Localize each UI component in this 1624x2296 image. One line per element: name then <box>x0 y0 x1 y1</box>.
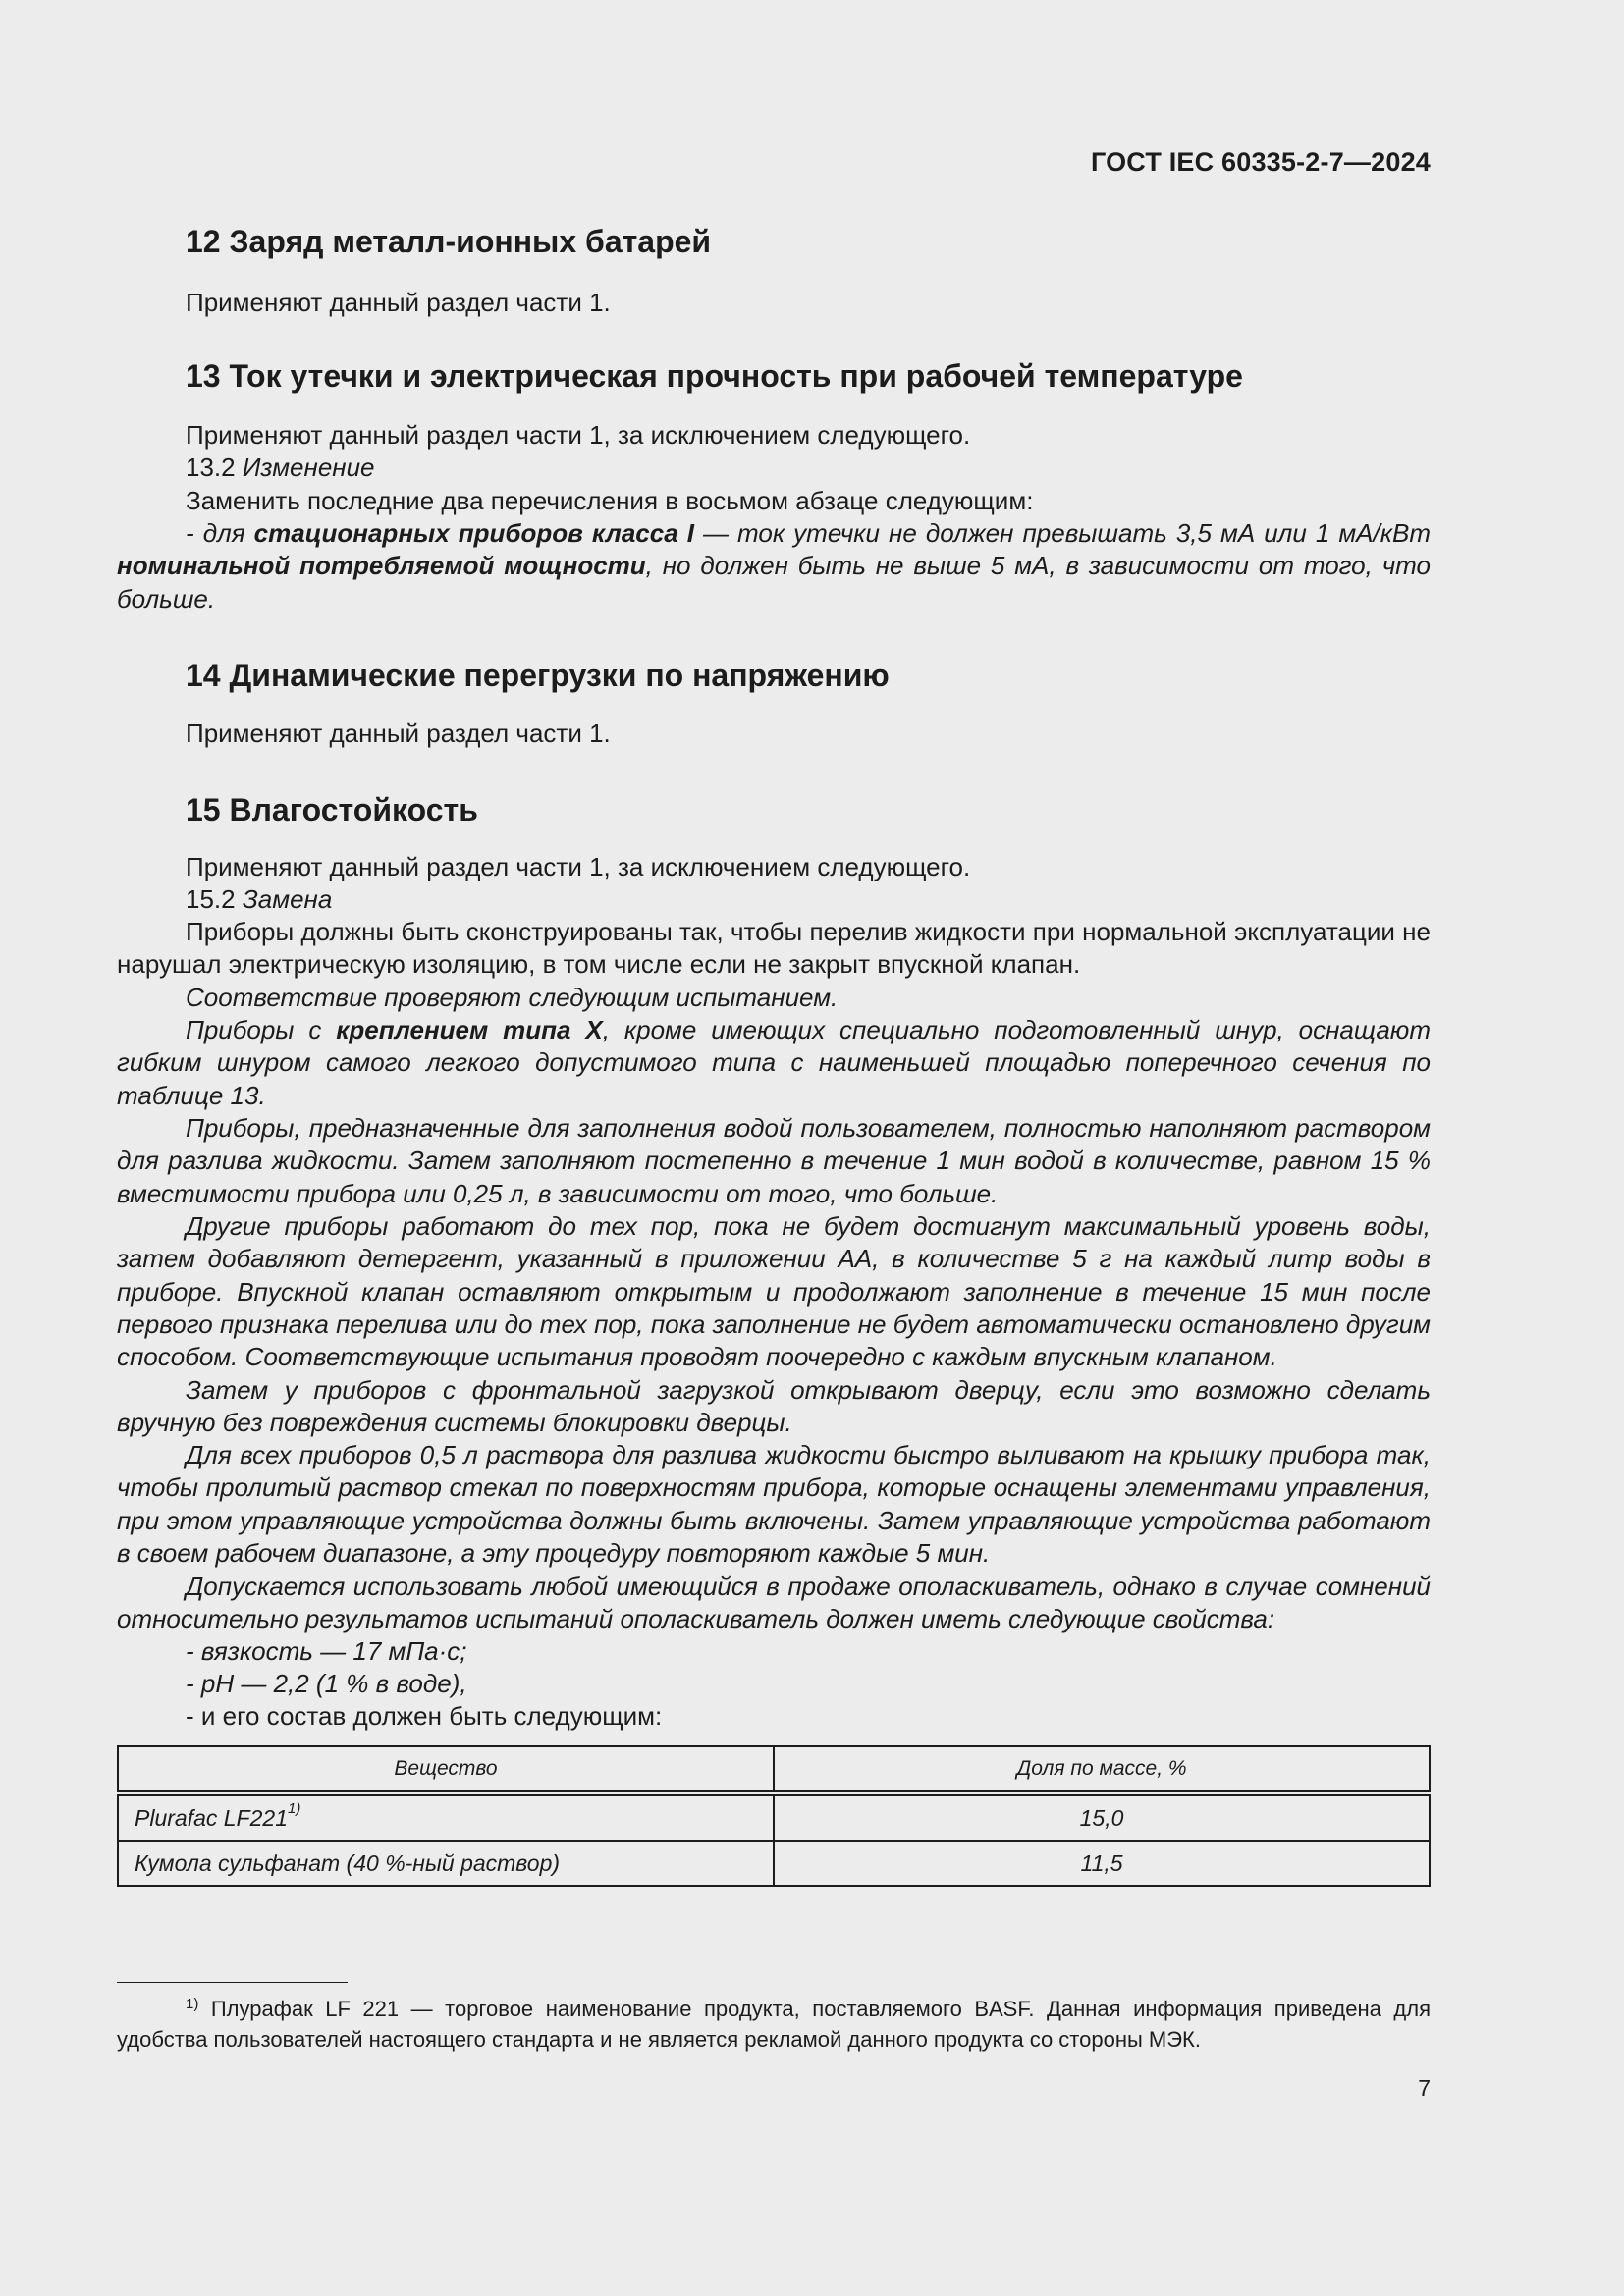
cell-share: 15,0 <box>774 1793 1430 1841</box>
subclause-title: Замена <box>242 884 333 914</box>
section-12-title: 12 Заряд металл-ионных батарей <box>186 224 712 259</box>
list-item <box>186 1669 467 1699</box>
section-13-item <box>117 517 1431 615</box>
section-15-paragraph-5: Другие приборы работают до тех пор, пока не будет достигнут максимальный уровень воды, затем добавляют детергент, указанный в приложении АА, в количестве 5 г на каждый литр воды в приборе. Впускной клапан оставляют открытым и продолжают заполнение в течение 15 мин после первого признака перелива или до тех пор, пока заполнение не будет автоматически остановлено другим способом. Соответствующие испытания проводят поочередно с каждым впускным клапаном. <box>117 1211 1431 1372</box>
cell-share: 11,5 <box>774 1841 1430 1886</box>
subclause-title: Изменение <box>242 453 375 482</box>
section-15-paragraph-1: Приборы должны быть сконструированы так, чтобы перелив жидкости при нормальной эксплуатации не нарушал электрическую изоляцию, в том числе если не закрыт впускной клапан. <box>117 917 1431 980</box>
section-12-text: Применяют данный раздел части 1. <box>186 288 611 317</box>
item-text: , но должен быть не выше 5 мА, в зависимости от того, что больше. <box>117 551 1431 614</box>
section-15-paragraph-6: Затем у приборов с фронтальной загрузкой открывают дверцу, если это возможно сделать вручную без повреждения системы блокировки дверцы. <box>117 1375 1431 1438</box>
paragraph-text: , кроме имеющих специально подготовленный шнур, оснащают гибким шнуром самого легкого допустимого типа с наименьшей площадью поперечного сечения по таблице 13. <box>117 1015 1431 1110</box>
section-15-title: 15 Влагостойкость <box>186 792 478 828</box>
footnote-text: Плурафак LF 221 — торговое наименование продукта, поставляемого BASF. Данная информация приведена для удобства пользователей настоящего стандарта и не является рекламой данного продукта со стороны МЭК. <box>117 1997 1431 2052</box>
document-id: ГОСТ IEC 60335-2-7—2024 <box>1090 147 1431 177</box>
list-item-text: - и его состав должен быть следующим: <box>186 1701 663 1731</box>
cell-substance <box>118 1841 774 1886</box>
footnote-ref: 1) <box>287 1799 301 1817</box>
section-13-intro: Применяют данный раздел части 1, за исключением следующего. <box>186 420 971 450</box>
section-15-intro: Применяют данный раздел части 1, за исключением следующего. <box>186 852 971 881</box>
section-13-title: 13 Ток утечки и электрическая прочность при рабочей температуре <box>186 358 1243 394</box>
page-number: 7 <box>1418 2075 1431 2101</box>
section-14-title: 14 Динамические перегрузки по напряжению <box>186 658 890 693</box>
footnote <box>117 1994 1431 2055</box>
section-15-paragraph-3 <box>117 1014 1431 1112</box>
column-header-share: Доля по массе, % <box>774 1746 1430 1793</box>
subclause-15-2 <box>186 883 1431 916</box>
list-item-text: - вязкость — 17 мПа·с; <box>186 1636 467 1666</box>
list-item-text: - pH — 2,2 (1 % в воде), <box>186 1669 467 1698</box>
table-header-row <box>118 1746 1430 1793</box>
footnote-divider <box>117 1982 348 1983</box>
section-15-paragraph-8: Допускается использовать любой имеющийся в продаже ополаскиватель, однако в случае сомнений относительно результатов испытаний ополаскиватель должен иметь следующие свойства: <box>117 1572 1431 1634</box>
paragraph-term: креплением типа X <box>336 1015 603 1044</box>
section-15-paragraph-4: Приборы, предназначенные для заполнения водой пользователем, полностью наполняют раствором для разлива жидкости. Затем заполняют постепенно в течение 1 мин водой в количестве, равном 15 % вместимости прибора или 0,25 л, в зависимости от того, что больше. <box>117 1113 1431 1208</box>
section-13-replace-text: Заменить последние два перечисления в восьмом абзаце следующим: <box>186 486 1034 515</box>
item-text: — ток утечки не должен превышать 3,5 мА или 1 мА/кВт <box>693 518 1431 548</box>
substance-name: Plurafac LF221 <box>135 1804 288 1831</box>
subclause-number: 15.2 <box>186 884 243 914</box>
subclause-number: 13.2 <box>186 453 243 482</box>
cell-substance <box>118 1793 774 1841</box>
section-15-paragraph-7: Для всех приборов 0,5 л раствора для разлива жидкости быстро выливают на крышку прибора так, чтобы пролитый раствор стекал по поверхностям прибора, которые оснащены элементами управления, при этом управляющие устройства должны быть включены. Затем управляющие устройства работают в своем рабочем диапазоне, а эту процедуру повторяют каждые 5 мин. <box>117 1440 1431 1568</box>
paragraph-text: Приборы с <box>186 1015 337 1044</box>
subclause-13-2 <box>186 452 1431 484</box>
item-term: номинальной потребляемой мощности <box>117 551 646 581</box>
composition-table <box>117 1745 1431 1887</box>
list-item <box>186 1636 467 1667</box>
footnote-mark: 1) <box>186 1996 199 2012</box>
column-header-substance: Вещество <box>118 1746 774 1793</box>
item-term: стационарных приборов класса I <box>253 518 694 548</box>
substance-name: Кумола сульфанат (40 %-ный раствор) <box>135 1849 561 1876</box>
section-14-text: Применяют данный раздел части 1. <box>186 719 611 748</box>
section-15-paragraph-2: Соответствие проверяют следующим испытанием. <box>186 983 839 1012</box>
table-row <box>118 1841 1430 1886</box>
table-row <box>118 1793 1430 1841</box>
list-item <box>186 1701 662 1732</box>
item-text: - для <box>186 518 254 548</box>
